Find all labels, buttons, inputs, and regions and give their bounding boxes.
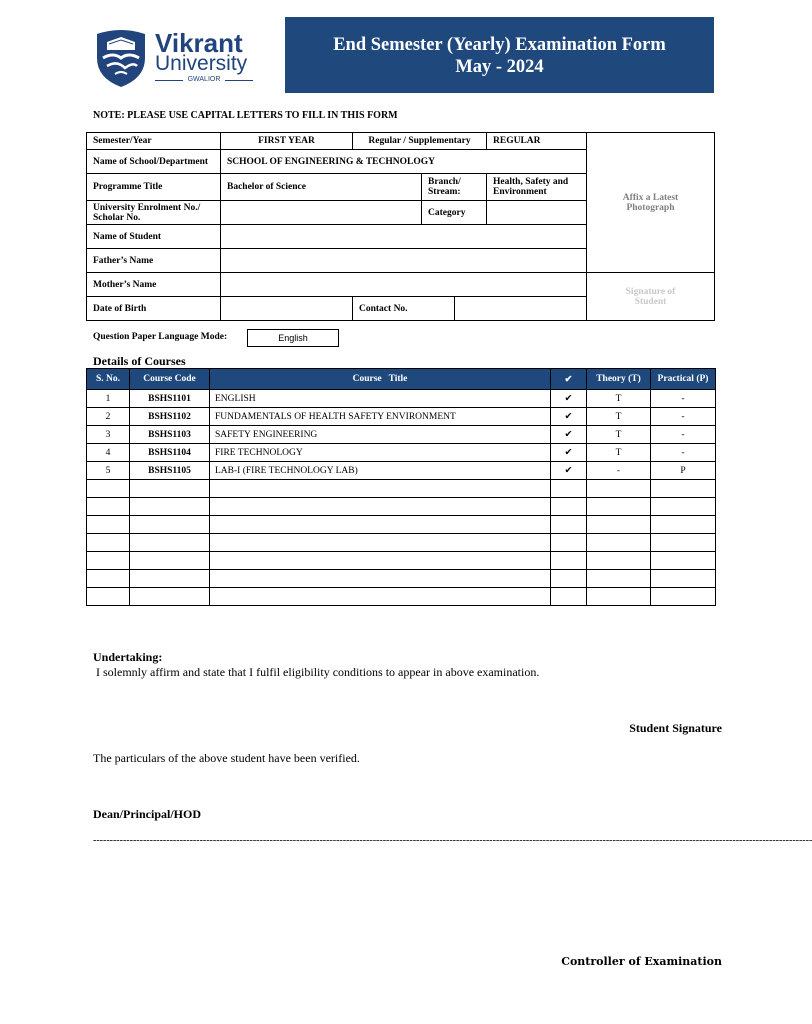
empty-cell[interactable] <box>210 534 551 552</box>
university-crest-icon <box>93 28 149 88</box>
empty-cell[interactable] <box>210 516 551 534</box>
course-check[interactable]: ✔ <box>551 390 587 408</box>
course-practical: - <box>651 426 716 444</box>
course-code: BSHS1101 <box>130 390 210 408</box>
brand-subtitle: University <box>155 52 248 75</box>
cut-line-divider: ------------------------------------------------------------------------------------------------------------------------------------------------------------------------------------------------------------------------ <box>93 835 812 846</box>
courses-header-row <box>87 369 716 390</box>
empty-cell[interactable] <box>87 516 130 534</box>
empty-cell[interactable] <box>130 516 210 534</box>
header-sno: S. No. <box>87 369 130 390</box>
course-row <box>87 462 716 480</box>
course-code: BSHS1105 <box>130 462 210 480</box>
empty-cell[interactable] <box>130 552 210 570</box>
course-practical: P <box>651 462 716 480</box>
semester-label: Semester/Year <box>86 132 221 150</box>
dean-signature-label: Dean/Principal/HOD <box>93 807 201 821</box>
form-note: NOTE: PLEASE USE CAPITAL LETTERS TO FILL IN THIS FORM <box>93 110 398 121</box>
empty-course-row <box>87 498 716 516</box>
empty-cell[interactable] <box>651 570 716 588</box>
course-practical: - <box>651 390 716 408</box>
empty-cell[interactable] <box>551 480 587 498</box>
course-title: ENGLISH <box>210 390 551 408</box>
empty-cell[interactable] <box>651 588 716 606</box>
form-session: May - 2024 <box>455 57 544 77</box>
empty-cell[interactable] <box>587 588 651 606</box>
course-code: BSHS1104 <box>130 444 210 462</box>
branch-value[interactable]: Health, Safety and Environment <box>486 173 587 201</box>
exam-type-value[interactable]: REGULAR <box>486 132 587 150</box>
empty-cell[interactable] <box>130 588 210 606</box>
course-practical: - <box>651 444 716 462</box>
empty-cell[interactable] <box>551 516 587 534</box>
empty-cell[interactable] <box>210 480 551 498</box>
course-sno: 2 <box>87 408 130 426</box>
course-sno: 5 <box>87 462 130 480</box>
mother-name-label: Mother’s Name <box>86 272 221 297</box>
empty-cell[interactable] <box>551 552 587 570</box>
empty-cell[interactable] <box>551 498 587 516</box>
brand-name: Vikrant <box>155 28 243 58</box>
course-title: FUNDAMENTALS OF HEALTH SAFETY ENVIRONMENT <box>210 408 551 426</box>
empty-cell[interactable] <box>651 516 716 534</box>
course-sno: 3 <box>87 426 130 444</box>
empty-course-row <box>87 480 716 498</box>
header-course-title: Course Title <box>210 369 551 390</box>
empty-cell[interactable] <box>587 534 651 552</box>
programme-label: Programme Title <box>86 173 221 201</box>
course-check[interactable]: ✔ <box>551 444 587 462</box>
form-title: End Semester (Yearly) Examination Form <box>333 35 666 55</box>
empty-cell[interactable] <box>210 552 551 570</box>
courses-heading: Details of Courses <box>93 354 186 368</box>
mother-name-field[interactable] <box>220 272 587 297</box>
father-name-field[interactable] <box>220 248 587 273</box>
verification-text: The particulars of the above student have been verified. <box>93 751 360 765</box>
course-check[interactable]: ✔ <box>551 462 587 480</box>
signature-placeholder[interactable]: Signature of Student <box>586 272 715 321</box>
empty-cell[interactable] <box>551 534 587 552</box>
university-logo <box>93 28 258 90</box>
empty-cell[interactable] <box>651 480 716 498</box>
empty-course-row <box>87 552 716 570</box>
school-label: Name of School/Department <box>86 149 221 174</box>
controller-signature-label: Controller of Examination <box>561 955 722 968</box>
course-code: BSHS1102 <box>130 408 210 426</box>
empty-cell[interactable] <box>87 480 130 498</box>
student-signature-label: Student Signature <box>629 721 722 735</box>
father-name-label: Father’s Name <box>86 248 221 273</box>
empty-cell[interactable] <box>130 480 210 498</box>
course-row <box>87 390 716 408</box>
empty-cell[interactable] <box>87 498 130 516</box>
course-title: SAFETY ENGINEERING <box>210 426 551 444</box>
dob-field[interactable] <box>220 296 353 321</box>
empty-course-row <box>87 516 716 534</box>
empty-cell[interactable] <box>651 552 716 570</box>
empty-cell[interactable] <box>587 498 651 516</box>
contact-field[interactable] <box>454 296 587 321</box>
course-theory: T <box>587 408 651 426</box>
empty-cell[interactable] <box>551 588 587 606</box>
course-row <box>87 408 716 426</box>
semester-value[interactable]: FIRST YEAR <box>220 132 353 150</box>
empty-cell[interactable] <box>210 498 551 516</box>
header-check: ✔ <box>551 369 587 390</box>
undertaking-title: Undertaking: <box>93 650 163 664</box>
header-practical: Practical (P) <box>651 369 716 390</box>
course-theory: T <box>587 444 651 462</box>
language-label: Question Paper Language Mode: <box>93 332 228 342</box>
course-theory: T <box>587 390 651 408</box>
photo-placeholder[interactable]: Affix a Latest Photograph <box>586 132 715 273</box>
header-course-code: Course Code <box>130 369 210 390</box>
school-value[interactable]: SCHOOL OF ENGINEERING & TECHNOLOGY <box>220 149 587 174</box>
empty-cell[interactable] <box>587 516 651 534</box>
student-name-label: Name of Student <box>86 224 221 249</box>
empty-cell[interactable] <box>551 570 587 588</box>
contact-label: Contact No. <box>352 296 455 321</box>
course-practical: - <box>651 408 716 426</box>
brand-city: GWALIOR <box>155 75 253 85</box>
course-check[interactable]: ✔ <box>551 426 587 444</box>
empty-cell[interactable] <box>587 552 651 570</box>
course-row <box>87 444 716 462</box>
empty-cell[interactable] <box>87 552 130 570</box>
course-check[interactable]: ✔ <box>551 408 587 426</box>
course-theory: T <box>587 426 651 444</box>
empty-cell[interactable] <box>210 588 551 606</box>
courses-table <box>86 368 716 606</box>
language-field[interactable]: English <box>247 329 339 347</box>
enrolment-field[interactable] <box>220 200 422 225</box>
category-label: Category <box>421 200 487 225</box>
course-row <box>87 426 716 444</box>
course-sno: 1 <box>87 390 130 408</box>
empty-cell[interactable] <box>210 570 551 588</box>
course-title: FIRE TECHNOLOGY <box>210 444 551 462</box>
empty-course-row <box>87 570 716 588</box>
empty-cell[interactable] <box>651 498 716 516</box>
empty-cell[interactable] <box>587 480 651 498</box>
course-sno: 4 <box>87 444 130 462</box>
header-theory: Theory (T) <box>587 369 651 390</box>
empty-cell[interactable] <box>130 570 210 588</box>
empty-cell[interactable] <box>587 570 651 588</box>
branch-label: Branch/ Stream: <box>421 173 487 201</box>
empty-cell[interactable] <box>87 570 130 588</box>
empty-cell[interactable] <box>130 534 210 552</box>
empty-cell[interactable] <box>651 534 716 552</box>
dob-label: Date of Birth <box>86 296 221 321</box>
exam-type-label: Regular / Supplementary <box>352 132 487 150</box>
form-title-box <box>285 17 714 93</box>
empty-cell[interactable] <box>87 534 130 552</box>
student-name-field[interactable] <box>220 224 587 249</box>
empty-cell[interactable] <box>87 588 130 606</box>
course-theory: - <box>587 462 651 480</box>
empty-course-row <box>87 534 716 552</box>
enrolment-label: University Enrolment No./ Scholar No. <box>86 200 221 225</box>
category-field[interactable] <box>486 200 587 225</box>
programme-value[interactable]: Bachelor of Science <box>220 173 422 201</box>
course-title: LAB-I (FIRE TECHNOLOGY LAB) <box>210 462 551 480</box>
empty-course-row <box>87 588 716 606</box>
course-code: BSHS1103 <box>130 426 210 444</box>
empty-cell[interactable] <box>130 498 210 516</box>
undertaking-text: I solemnly affirm and state that I fulfil eligibility conditions to appear in above examination. <box>96 665 540 679</box>
